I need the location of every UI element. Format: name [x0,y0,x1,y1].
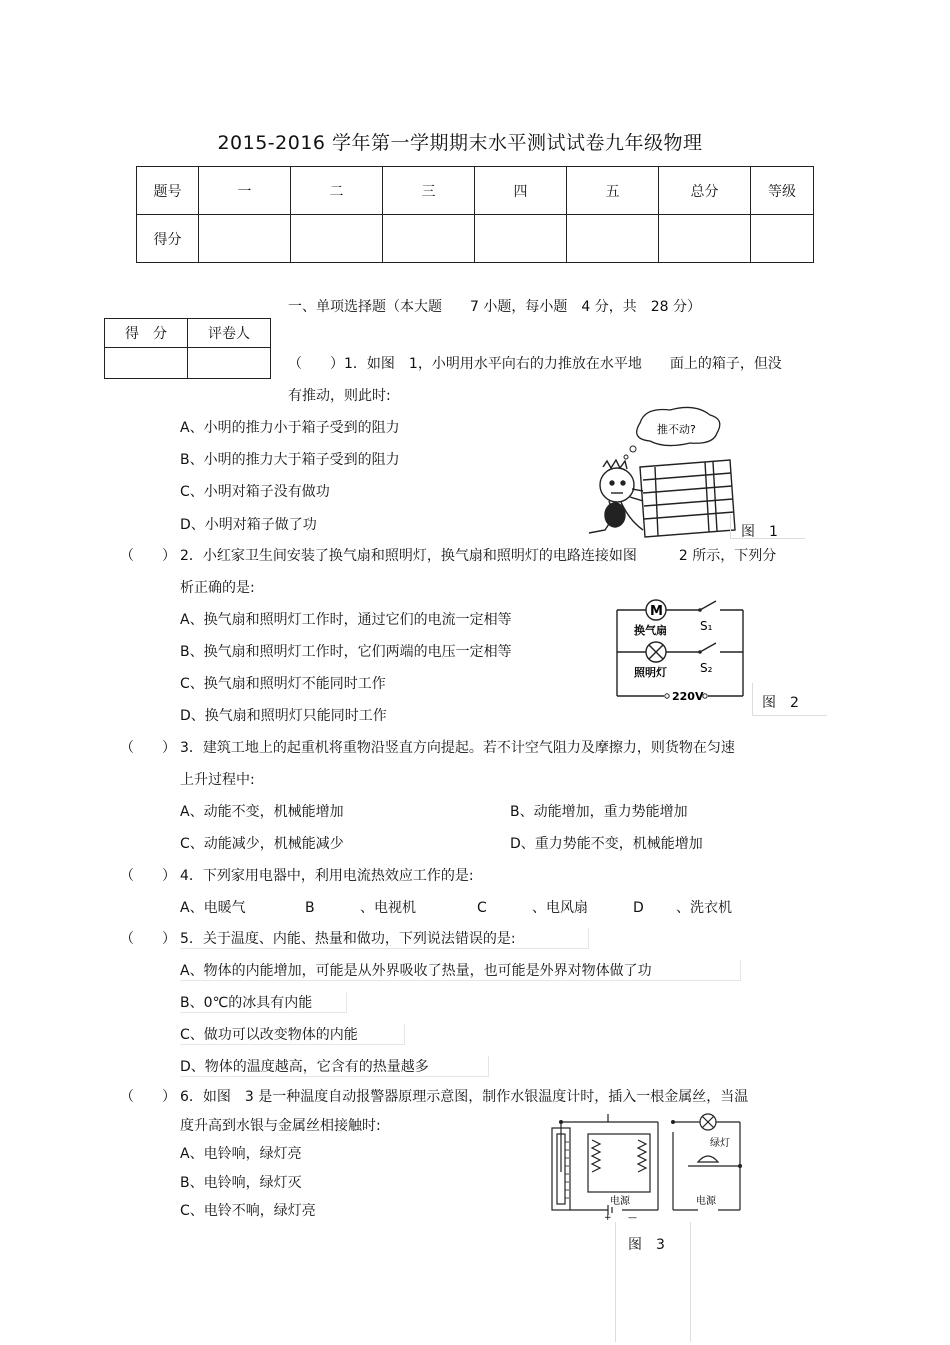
q6-stem-line1: 6．如图 3 是一种温度自动报警器原理示意图，制作水银温度计时，插入一根金属丝，当温 [180,1089,749,1105]
q1-option-d: D、小明对箱子做了功 [180,517,317,533]
q3-paren: （ ） [120,740,176,756]
circuit-voltage-label: 220V [672,690,704,703]
bubble-text: 推不动? [657,423,696,436]
score-cell[interactable] [383,215,475,263]
score-cell[interactable] [567,215,659,263]
grader-score-label: 得 分 [105,319,188,348]
circuit-power1-label: 电源 [610,1196,630,1207]
q6-stem-line2: 度升高到水银与金属丝相接触时: [180,1118,381,1134]
figure-2-circuit [612,594,752,710]
figure-2-label: 图 2 [762,695,799,711]
q1-option-b: B、小明的推力大于箱子受到的阻力 [180,452,400,468]
score-header-cell: 总分 [659,167,751,215]
q5-option-d-box [180,1056,489,1077]
q5-option-d: D、物体的温度越高，它含有的热量越多 [180,1059,429,1075]
circuit-power2-label: 电源 [696,1196,716,1207]
score-header-cell: 二 [291,167,383,215]
figure-1-label: 图 1 [741,524,778,540]
score-cell[interactable] [199,215,291,263]
score-cell[interactable] [475,215,567,263]
q4-option-b: 、电视机 [360,900,416,916]
q2-stem-line2: 析正确的是: [180,580,255,596]
q1-stem-line1: （ ）1．如图 1，小明用水平向右的力推放在水平地 面上的箱子，但没 [288,356,782,372]
q2-stem-line1: 2．小红家卫生间安装了换气扇和照明灯，换气扇和照明灯的电路连接如图 2 所示，下列分 [180,548,777,564]
q5-stem: 5．关于温度、内能、热量和做功，下列说法错误的是: [180,931,516,947]
figure-3-label: 图 3 [628,1237,665,1253]
q5-option-a-box [180,960,741,981]
figure-3-circuit [548,1112,748,1224]
q2-option-c: C、换气扇和照明灯不能同时工作 [180,676,386,692]
score-header-cell: 题号 [137,167,199,215]
circuit-fan-label: 换气扇 [634,624,667,637]
circuit-lamp-label: 照明灯 [634,666,667,679]
q5-option-c: C、做功可以改变物体的内能 [180,1027,358,1043]
q2-paren: （ ） [120,548,176,564]
q6-paren: （ ） [120,1089,176,1105]
q4-option-c: 、电风扇 [532,900,588,916]
circuit-s1-label: S₁ [700,619,713,633]
grader-score-cell[interactable] [105,348,188,379]
section-heading: 一、单项选择题（本大题 7 小题，每小题 4 分，共 28 分） [288,299,701,315]
q1-stem-line2: 有推动，则此时: [288,388,391,404]
score-header-cell: 四 [475,167,567,215]
q4-option-a: A、电暖气 [180,900,246,916]
score-cell[interactable] [659,215,751,263]
score-cell[interactable] [751,215,814,263]
score-row-label: 得分 [137,215,199,263]
circuit-plus-label: + [604,1213,612,1223]
grader-table [104,318,271,379]
q2-option-a: A、换气扇和照明灯工作时，通过它们的电流一定相等 [180,612,512,628]
grader-name-cell[interactable] [188,348,271,379]
score-header-cell: 等级 [751,167,814,215]
q5-option-a: A、物体的内能增加，可能是从外界吸收了热量，也可能是外界对物体做了功 [180,963,652,979]
q5-option-b: B、0℃的冰具有内能 [180,995,313,1011]
q6-option-c: C、电铃不响，绿灯亮 [180,1203,316,1219]
q2-option-b: B、换气扇和照明灯工作时，它们两端的电压一定相等 [180,644,512,660]
circuit-minus-label: — [628,1213,637,1223]
q1-option-a: A、小明的推力小于箱子受到的阻力 [180,420,400,436]
score-table-header-row [137,167,814,215]
circuit-motor-label: M [650,604,663,619]
q3-option-b: B、动能增加，重力势能增加 [510,804,688,820]
circuit-s2-label: S₂ [700,661,713,675]
q3-stem-line1: 3．建筑工地上的起重机将重物沿竖直方向提起。若不计空气阻力及摩擦力，则货物在匀速 [180,740,735,756]
q1-option-c: C、小明对箱子没有做功 [180,484,330,500]
q4-option-b-letter: B [305,900,315,916]
circuit-green-lamp-label: 绿灯 [710,1138,730,1149]
q4-option-c-letter: C [477,900,487,916]
q3-option-c: C、动能减少，机械能减少 [180,836,344,852]
q6-option-a: A、电铃响，绿灯亮 [180,1146,302,1162]
page-title: 2015-2016 学年第一学期期末水平测试试卷九年级物理 [217,132,703,154]
q5-stem-box [180,928,589,949]
score-header-cell: 三 [383,167,475,215]
q2-option-d: D、换气扇和照明灯只能同时工作 [180,708,387,724]
q6-option-b: B、电铃响，绿灯灭 [180,1175,302,1191]
q5-paren: （ ） [120,931,176,947]
grader-name-label: 评卷人 [188,319,271,348]
q5-option-b-box [180,992,347,1013]
q5-option-c-box [180,1024,405,1045]
q4-option-d: 、洗衣机 [676,900,732,916]
q4-paren: （ ） [120,868,176,884]
score-table-value-row [137,215,814,263]
q4-stem: 4．下列家用电器中，利用电流热效应工作的是: [180,868,474,884]
score-header-cell: 一 [199,167,291,215]
score-header-cell: 五 [567,167,659,215]
q3-stem-line2: 上升过程中: [180,772,255,788]
q3-option-a: A、动能不变，机械能增加 [180,804,344,820]
q4-option-d-letter: D [633,900,644,916]
score-table [136,166,814,263]
score-cell[interactable] [291,215,383,263]
q3-option-d: D、重力势能不变，机械能增加 [510,836,703,852]
